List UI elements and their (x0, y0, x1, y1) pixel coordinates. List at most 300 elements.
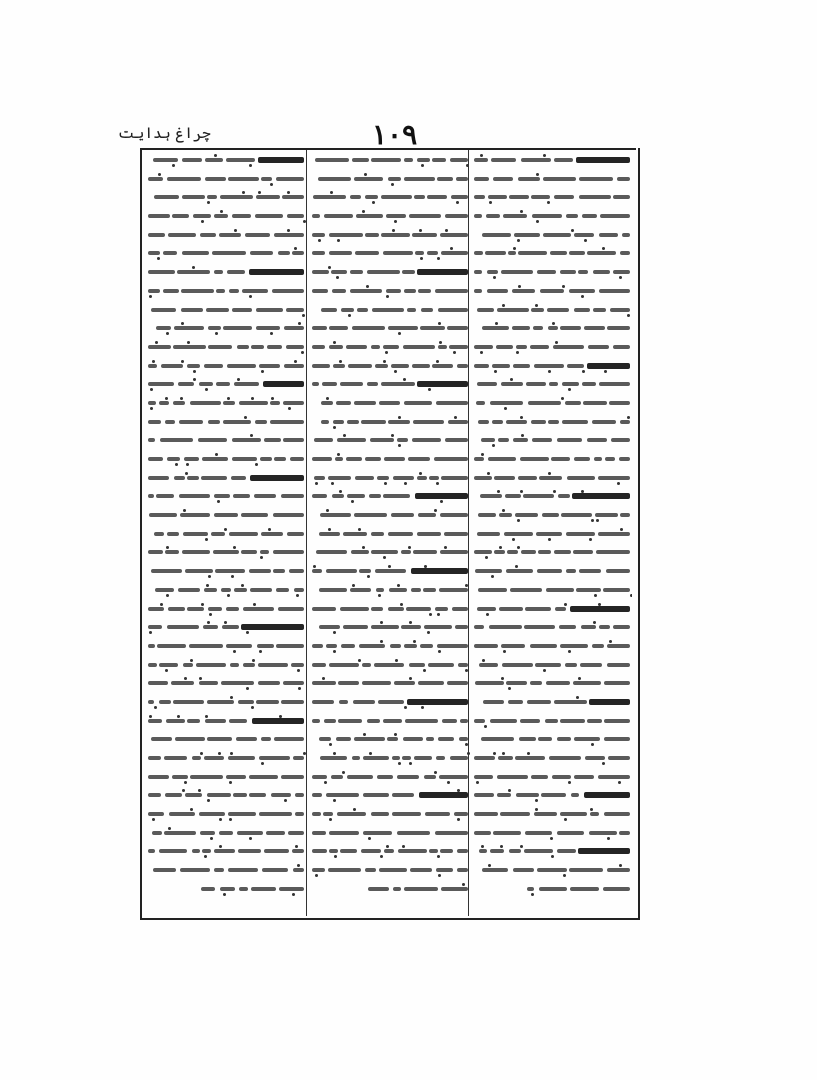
diacritic-dot (234, 229, 237, 232)
ink-stroke (518, 251, 547, 255)
ink-stroke (374, 663, 405, 667)
text-line (472, 787, 632, 803)
ink-stroke (148, 289, 160, 293)
diacritic-dot (252, 659, 255, 662)
ink-stroke (573, 550, 592, 554)
ink-stroke (603, 588, 630, 592)
ink-stroke (516, 793, 539, 797)
ink-stroke (286, 345, 304, 349)
diacritic-dot (227, 594, 230, 597)
ink-stroke (477, 532, 500, 536)
diacritic-dot (333, 341, 336, 344)
diacritic-dot (152, 818, 155, 821)
text-line (146, 787, 306, 803)
diacritic-dot (439, 341, 442, 344)
heading-stroke (263, 381, 304, 387)
ink-stroke (599, 289, 630, 293)
ink-stroke (354, 513, 387, 517)
diacritic-dot (249, 164, 252, 167)
ink-stroke (437, 177, 453, 181)
text-line (310, 189, 470, 205)
diacritic-dot (465, 584, 468, 587)
diacritic-dot (394, 370, 397, 373)
ink-stroke (314, 476, 325, 480)
diacritic-dot (517, 239, 520, 242)
ink-stroke (316, 550, 347, 554)
diacritic-dot (351, 500, 354, 503)
ink-stroke (457, 364, 468, 368)
text-line (146, 731, 306, 747)
ink-stroke (423, 588, 435, 592)
diacritic-dot (298, 687, 301, 690)
ink-stroke (214, 494, 229, 498)
ink-stroke (436, 401, 468, 405)
ink-stroke (411, 588, 421, 592)
ink-stroke (220, 887, 235, 891)
diacritic-dot (398, 416, 401, 419)
text-line (472, 414, 632, 430)
diacritic-dot (491, 575, 494, 578)
diacritic-dot (434, 771, 437, 774)
ink-stroke (323, 812, 334, 816)
ink-stroke (550, 251, 567, 255)
ink-stroke (234, 382, 260, 386)
ink-stroke (312, 364, 330, 368)
diacritic-dot (582, 370, 585, 373)
text-line (310, 657, 470, 673)
diacritic-dot (590, 808, 593, 811)
ink-stroke (314, 438, 334, 442)
diacritic-dot (337, 453, 340, 456)
diacritic-dot (368, 837, 371, 840)
ink-stroke (148, 177, 163, 181)
heading-stroke (249, 269, 304, 275)
ink-stroke (560, 812, 587, 816)
ink-stroke (398, 849, 427, 853)
ink-stroke (440, 849, 452, 853)
ink-stroke (610, 308, 630, 312)
ink-stroke (371, 607, 383, 611)
diacritic-dot (607, 837, 610, 840)
column-divider-left (306, 150, 307, 916)
ink-stroke (523, 494, 554, 498)
diacritic-dot (224, 621, 227, 624)
ink-stroke (474, 457, 484, 461)
text-line (472, 843, 632, 859)
ink-stroke (406, 607, 431, 611)
ink-stroke (270, 401, 280, 405)
ink-stroke (513, 364, 531, 368)
ink-stroke (226, 607, 239, 611)
ink-stroke (171, 681, 194, 685)
ink-stroke (434, 457, 468, 461)
ink-stroke (148, 457, 163, 461)
diacritic-dot (250, 434, 253, 437)
ink-stroke (499, 513, 512, 517)
diacritic-dot (342, 771, 345, 774)
ink-stroke (359, 644, 385, 648)
ink-stroke (539, 476, 562, 480)
ink-stroke (159, 849, 187, 853)
ink-stroke (255, 420, 267, 424)
ink-stroke (276, 177, 304, 181)
diacritic-dot (187, 341, 190, 344)
diacritic-dot (215, 453, 218, 456)
ink-stroke (474, 345, 493, 349)
ink-stroke (526, 382, 547, 386)
ink-stroke (242, 289, 269, 293)
diacritic-dot (302, 314, 305, 317)
ink-stroke (148, 700, 154, 704)
ink-stroke (499, 607, 523, 611)
ink-stroke (178, 382, 194, 386)
ink-stroke (408, 457, 430, 461)
diacritic-dot (380, 621, 383, 624)
ink-stroke (588, 345, 609, 349)
ink-stroke (214, 513, 238, 517)
ink-stroke (579, 177, 612, 181)
diacritic-dot (383, 360, 386, 363)
ink-stroke (238, 700, 254, 704)
diacritic-dot (223, 893, 226, 896)
diacritic-dot (584, 239, 587, 242)
diacritic-dot (602, 247, 605, 250)
ink-stroke (566, 569, 576, 573)
text-line (310, 470, 470, 486)
ink-stroke (401, 625, 421, 629)
ink-stroke (227, 364, 256, 368)
text-line (146, 507, 306, 523)
ink-stroke (148, 550, 163, 554)
diacritic-dot (298, 322, 301, 325)
diacritic-dot (438, 650, 441, 653)
text-line (310, 806, 470, 822)
ink-stroke (219, 831, 233, 835)
text-line (472, 395, 632, 411)
diacritic-dot (279, 715, 282, 718)
ink-stroke (354, 401, 376, 405)
heading-stroke (576, 157, 630, 163)
ink-stroke (501, 270, 533, 274)
ink-stroke (183, 532, 208, 536)
ink-stroke (295, 812, 304, 816)
text-line (472, 171, 632, 187)
text-line (472, 881, 632, 897)
ink-stroke (207, 195, 217, 199)
ink-stroke (238, 849, 261, 853)
diacritic-dot (404, 706, 407, 709)
ink-stroke (478, 513, 496, 517)
text-line (146, 152, 306, 168)
diacritic-dot (208, 575, 211, 578)
text-line (310, 507, 470, 523)
ink-stroke (241, 550, 257, 554)
text-line (146, 713, 306, 729)
ink-stroke (326, 644, 337, 648)
ink-stroke (561, 513, 592, 517)
ink-stroke (214, 849, 235, 853)
ink-stroke (375, 364, 387, 368)
ink-stroke (337, 438, 367, 442)
diacritic-dot (201, 220, 204, 223)
diacritic-dot (409, 762, 412, 765)
ink-stroke (284, 364, 304, 368)
ink-stroke (173, 401, 185, 405)
text-line (472, 675, 632, 691)
ink-stroke (438, 737, 454, 741)
ink-stroke (282, 195, 304, 199)
diacritic-dot (510, 378, 513, 381)
diacritic-dot (193, 378, 196, 381)
heading-stroke (584, 792, 630, 798)
ink-stroke (566, 214, 577, 218)
diacritic-dot (271, 397, 274, 400)
ink-stroke (599, 382, 630, 386)
diacritic-dot (233, 546, 236, 549)
ink-stroke (208, 607, 222, 611)
diacritic-dot (313, 565, 316, 568)
ink-stroke (254, 494, 277, 498)
ink-stroke (371, 158, 401, 162)
ink-stroke (527, 700, 551, 704)
ink-stroke (417, 476, 427, 480)
diacritic-dot (166, 546, 169, 549)
ink-stroke (532, 214, 562, 218)
ink-stroke (148, 849, 155, 853)
text-line (472, 713, 632, 729)
ink-stroke (312, 831, 326, 835)
ink-stroke (281, 775, 304, 779)
ink-stroke (201, 887, 215, 891)
text-line (146, 825, 306, 841)
ink-stroke (363, 793, 389, 797)
ink-stroke (365, 195, 378, 199)
ink-stroke (531, 308, 544, 312)
diacritic-dot (604, 370, 607, 373)
ink-stroke (458, 663, 468, 667)
diacritic-dot (481, 845, 484, 848)
ink-stroke (292, 251, 304, 255)
ink-stroke (329, 326, 348, 330)
diacritic-dot (520, 845, 523, 848)
ink-stroke (427, 195, 447, 199)
text-line (310, 731, 470, 747)
ink-stroke (312, 607, 336, 611)
ink-stroke (367, 719, 380, 723)
ink-stroke (356, 214, 383, 218)
ink-stroke (155, 588, 174, 592)
diacritic-dot (380, 640, 383, 643)
ink-stroke (432, 158, 446, 162)
diacritic-dot (413, 640, 416, 643)
text-line (146, 283, 306, 299)
diacritic-dot (386, 845, 389, 848)
ink-stroke (251, 887, 276, 891)
ink-stroke (545, 719, 559, 723)
diacritic-dot (391, 434, 394, 437)
diacritic-dot (419, 229, 422, 232)
diacritic-dot (246, 631, 249, 634)
ink-stroke (551, 457, 571, 461)
ink-stroke (347, 494, 365, 498)
ink-stroke (284, 326, 304, 330)
ink-stroke (320, 513, 352, 517)
ink-stroke (279, 887, 304, 891)
ink-stroke (321, 308, 337, 312)
text-line (472, 769, 632, 785)
ink-stroke (278, 251, 290, 255)
diacritic-dot (326, 509, 329, 512)
ink-stroke (328, 476, 351, 480)
ink-stroke (491, 158, 516, 162)
ink-stroke (367, 382, 378, 386)
diacritic-dot (568, 388, 571, 391)
ink-stroke (174, 476, 185, 480)
ink-stroke (368, 887, 388, 891)
diacritic-dot (154, 706, 157, 709)
ink-stroke (474, 214, 482, 218)
diacritic-dot (456, 201, 459, 204)
text-line (310, 283, 470, 299)
text-line (472, 451, 632, 467)
ink-stroke (388, 177, 401, 181)
ink-stroke (381, 195, 412, 199)
diacritic-dot (476, 781, 479, 784)
text-line (310, 339, 470, 355)
ink-stroke (390, 644, 401, 648)
diacritic-dot (165, 397, 168, 400)
diacritic-dot (550, 837, 553, 840)
diacritic-dot (251, 397, 254, 400)
ink-stroke (397, 831, 431, 835)
ink-stroke (293, 756, 304, 760)
diacritic-dot (561, 397, 564, 400)
ink-stroke (500, 812, 530, 816)
diacritic-dot (215, 332, 218, 335)
ink-stroke (539, 887, 568, 891)
ink-stroke (185, 569, 213, 573)
text-line (310, 245, 470, 261)
ink-stroke (613, 270, 630, 274)
ink-stroke (148, 214, 170, 218)
ink-stroke (362, 663, 372, 667)
text-line (310, 601, 470, 617)
ink-stroke (161, 364, 183, 368)
diacritic-dot (181, 360, 184, 363)
ink-stroke (312, 681, 336, 685)
ink-stroke (288, 831, 304, 835)
ink-stroke (341, 308, 354, 312)
ink-stroke (447, 681, 468, 685)
ink-stroke (525, 831, 552, 835)
ink-stroke (620, 420, 630, 424)
ink-stroke (444, 532, 468, 536)
diacritic-dot (520, 416, 523, 419)
ink-stroke (372, 308, 404, 312)
ink-stroke (404, 177, 434, 181)
diacritic-dot (207, 799, 210, 802)
ink-stroke (293, 868, 304, 872)
ink-stroke (151, 569, 182, 573)
ink-stroke (148, 476, 169, 480)
ink-stroke (607, 663, 630, 667)
ink-stroke (449, 345, 468, 349)
ink-stroke (429, 849, 438, 853)
ink-stroke (321, 420, 330, 424)
ink-stroke (175, 737, 205, 741)
text-line (472, 488, 632, 504)
ink-stroke (538, 550, 550, 554)
ink-stroke (474, 476, 492, 480)
diacritic-dot (386, 295, 389, 298)
ink-stroke (555, 607, 565, 611)
diacritic-dot (324, 781, 327, 784)
ink-stroke (229, 719, 247, 723)
ink-stroke (159, 700, 171, 704)
ink-stroke (567, 476, 596, 480)
diacritic-dot (521, 434, 524, 437)
ink-stroke (437, 644, 468, 648)
diacritic-dot (217, 500, 220, 503)
ink-stroke (276, 644, 304, 648)
ink-stroke (519, 737, 536, 741)
ink-stroke (260, 550, 270, 554)
diacritic-dot (482, 659, 485, 662)
ink-stroke (581, 625, 596, 629)
ink-stroke (587, 719, 601, 723)
ink-stroke (590, 812, 599, 816)
ink-stroke (148, 812, 164, 816)
ink-stroke (512, 289, 534, 293)
diacritic-dot (553, 490, 556, 493)
diacritic-dot (205, 388, 208, 391)
diacritic-dot (548, 370, 551, 373)
ink-stroke (402, 270, 415, 274)
diacritic-dot (237, 378, 240, 381)
diacritic-dot (229, 818, 232, 821)
ink-stroke (585, 756, 605, 760)
ink-stroke (604, 737, 630, 741)
heading-stroke (417, 269, 468, 275)
ink-stroke (485, 251, 505, 255)
text-line (310, 320, 470, 336)
ink-stroke (560, 326, 581, 330)
ink-stroke (221, 588, 231, 592)
diacritic-dot (303, 220, 306, 223)
ink-stroke (258, 681, 280, 685)
ink-stroke (538, 737, 552, 741)
ink-stroke (379, 401, 400, 405)
ink-stroke (219, 233, 241, 237)
ink-stroke (418, 289, 431, 293)
text-line (472, 862, 632, 878)
ink-stroke (388, 532, 413, 536)
ink-stroke (474, 775, 493, 779)
diacritic-dot (502, 304, 505, 307)
ink-stroke (475, 681, 505, 685)
heading-stroke (578, 848, 630, 854)
ink-stroke (474, 793, 494, 797)
ink-stroke (607, 644, 630, 648)
diacritic-dot (358, 528, 361, 531)
ink-stroke (202, 849, 211, 853)
ink-stroke (312, 494, 327, 498)
ink-stroke (505, 494, 521, 498)
text-line (310, 619, 470, 635)
ink-stroke (223, 420, 251, 424)
ink-stroke (256, 308, 283, 312)
ink-stroke (578, 270, 588, 274)
